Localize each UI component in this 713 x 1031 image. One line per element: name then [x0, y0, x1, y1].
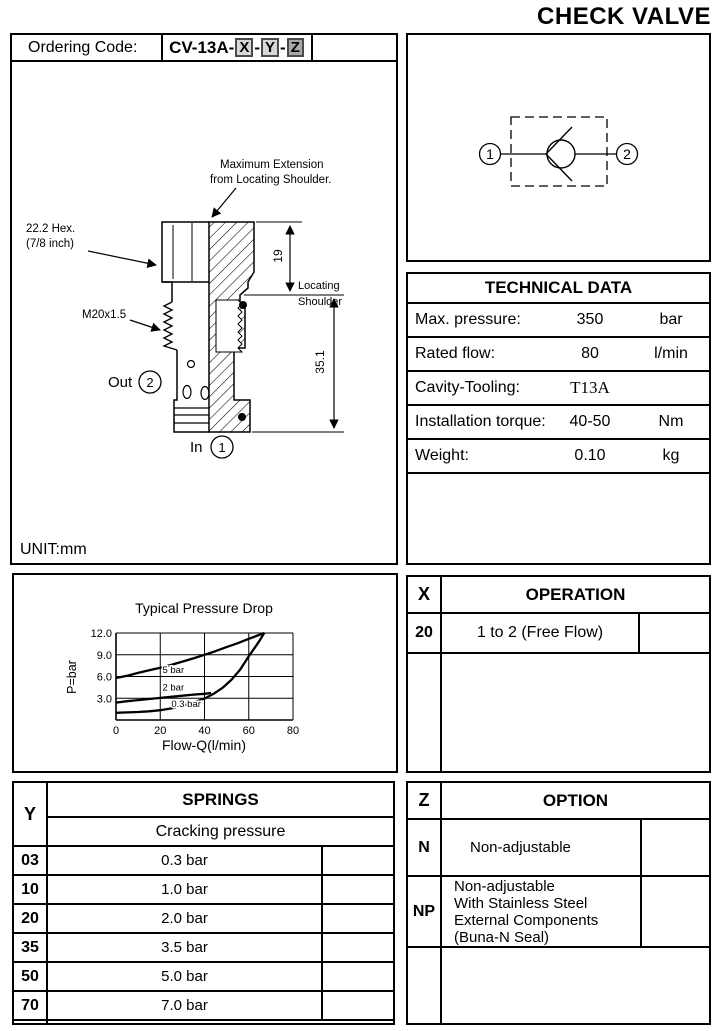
tech-value: T13A: [570, 378, 610, 397]
max-extension-label-line2: from Locating Shoulder.: [210, 174, 332, 186]
x-tick-label: 20: [154, 725, 167, 737]
page-title: CHECK VALVE: [537, 3, 711, 30]
operation-empty-body: [442, 654, 709, 771]
tech-unit: l/min: [654, 345, 688, 362]
table-row: [408, 338, 709, 372]
dim-35-1-value: 35.1: [313, 350, 327, 374]
option-table: [406, 781, 711, 1025]
y-tick-label: 12.0: [90, 628, 112, 640]
springs-empty-code-cell: [14, 1021, 48, 1023]
locating-shoulder-label-line2: Shoulder: [298, 296, 343, 308]
table-row: [14, 963, 393, 992]
option-code: N: [408, 820, 442, 875]
check-valve-symbol: [408, 35, 709, 260]
x-tick-label: 80: [286, 725, 300, 737]
series-label: 5 bar: [162, 665, 185, 677]
table-row: [408, 406, 709, 440]
option-desc-line: (Buna-N Seal): [454, 928, 550, 946]
y-tick-label: 6.0: [96, 671, 112, 684]
out-port-label: Out: [108, 374, 133, 391]
tech-label: Rated flow:: [415, 345, 496, 362]
table-row: [14, 992, 393, 1021]
valve-hole-right: [201, 387, 209, 400]
option-empty-cell: [642, 820, 709, 875]
max-extension-leader: [212, 188, 236, 217]
tech-unit: kg: [662, 447, 680, 464]
operation-header-row: [408, 577, 709, 614]
in-port-number: 1: [218, 440, 226, 455]
table-row: [408, 440, 709, 474]
table-row: [14, 905, 393, 934]
ordering-code-box: [10, 33, 398, 62]
spring-empty-cell: [323, 847, 393, 874]
series-label: 0.3 bar: [171, 698, 201, 710]
operation-empty-cell: [640, 614, 709, 652]
port1-number: 1: [486, 146, 494, 162]
y-tick-label: 3.0: [96, 693, 112, 706]
valve-hole-left: [183, 386, 191, 399]
spring-code: 03: [14, 847, 48, 874]
spring-value: 5.0 bar: [48, 963, 323, 990]
ordering-code-label: Ordering Code:: [12, 35, 163, 60]
tech-unit: Nm: [658, 413, 684, 430]
table-row: [408, 820, 709, 877]
spring-value: 2.0 bar: [48, 905, 323, 932]
y-tick-label: 9.0: [96, 649, 112, 662]
x-tick-label: 40: [198, 725, 211, 737]
chart-title: Typical Pressure Drop: [135, 600, 273, 616]
tech-value: 350: [576, 311, 604, 328]
dim-19-value: 19: [271, 249, 285, 263]
spring-code: 50: [14, 963, 48, 990]
springs-header: [14, 783, 393, 847]
option-empty-area: [408, 948, 709, 1023]
spring-empty-cell: [323, 992, 393, 1019]
x-tick-label: 60: [242, 725, 255, 737]
ordering-code-prefix: CV-13A-: [169, 37, 235, 57]
springs-empty-body: [48, 1021, 393, 1023]
tech-unit: bar: [659, 311, 683, 328]
operation-desc: 1 to 2 (Free Flow): [442, 614, 640, 652]
springs-subtitle: Cracking pressure: [155, 822, 286, 840]
valve-internal-thread: [216, 300, 242, 352]
hex-label-line2: (7/8 inch): [26, 238, 74, 250]
spring-code: 10: [14, 876, 48, 903]
option-code: NP: [408, 877, 442, 946]
operation-title: OPERATION: [525, 584, 626, 604]
valve-hex-head: [162, 222, 209, 282]
table-row: [408, 877, 709, 948]
tech-label: Max. pressure:: [415, 311, 521, 328]
tech-label: Cavity-Tooling:: [415, 379, 520, 396]
spring-empty-cell: [323, 934, 393, 961]
unit-note: UNIT:mm: [20, 541, 87, 558]
spring-code: 35: [14, 934, 48, 961]
valve-external-thread: [164, 302, 177, 350]
pressure-drop-chart: [14, 575, 396, 771]
spring-code: 20: [14, 905, 48, 932]
chart-ylabel: P=bar: [65, 660, 79, 694]
tech-value: 80: [581, 345, 599, 362]
table-row: [408, 614, 709, 654]
in-port-label: In: [190, 439, 203, 456]
spring-empty-cell: [323, 876, 393, 903]
ordering-empty-cell: [313, 35, 396, 60]
hex-leader: [88, 251, 156, 265]
valve-hole-small: [188, 361, 195, 368]
tech-value: 0.10: [574, 447, 606, 464]
series-curve-5-bar: [116, 633, 264, 678]
technical-data-table: [406, 272, 711, 565]
oring-seal-upper: [239, 301, 247, 309]
oring-seal-lower: [238, 413, 246, 421]
thread-leader: [130, 320, 160, 330]
valve-neck: [162, 282, 172, 302]
spring-value: 3.5 bar: [48, 934, 323, 961]
operation-empty-area: [408, 654, 709, 771]
operation-col-header: X: [408, 577, 442, 612]
symbol-ball: [547, 140, 575, 168]
series-label: 2 bar: [162, 682, 185, 694]
out-port-number: 2: [146, 375, 154, 390]
tech-label: Installation torque:: [415, 413, 546, 430]
option-desc-line: External Components: [454, 911, 599, 929]
springs-title: SPRINGS: [48, 783, 393, 818]
table-row: [14, 847, 393, 876]
spring-value: 1.0 bar: [48, 876, 323, 903]
table-row: [408, 304, 709, 338]
table-row: [14, 934, 393, 963]
tech-label: Weight:: [415, 447, 469, 464]
technical-data-title: TECHNICAL DATA: [408, 274, 709, 304]
option-col-header: Z: [408, 783, 442, 818]
table-row: [14, 876, 393, 905]
valve-cross-section-drawing: [12, 62, 396, 561]
table-row: [408, 372, 709, 406]
operation-code: 20: [408, 614, 442, 652]
option-desc: [442, 877, 642, 946]
option-empty-body: [442, 948, 709, 1023]
ordering-placeholder-x: X: [235, 38, 253, 57]
chart-xlabel: Flow-Q(l/min): [162, 737, 246, 753]
valve-drawing-box: [10, 62, 398, 565]
option-empty-cell: [642, 877, 709, 946]
locating-shoulder-label-line1: Locating: [298, 280, 340, 292]
tech-value: 40-50: [569, 413, 611, 430]
pressure-drop-chart-box: [12, 573, 398, 773]
option-header-row: [408, 783, 709, 820]
hydraulic-symbol-box: [406, 33, 711, 262]
option-empty-code-cell: [408, 948, 442, 1023]
thread-label: M20x1.5: [82, 309, 127, 321]
spring-code: 70: [14, 992, 48, 1019]
springs-col-header: Y: [14, 783, 48, 845]
hex-label-line1: 22.2 Hex.: [26, 223, 76, 235]
springs-empty-area: [14, 1021, 393, 1023]
spring-empty-cell: [323, 963, 393, 990]
option-title: OPTION: [542, 790, 609, 810]
option-desc: [442, 820, 642, 875]
spring-value: 7.0 bar: [48, 992, 323, 1019]
ordering-separator: -: [254, 37, 260, 57]
spring-value: 0.3 bar: [48, 847, 323, 874]
x-tick-label: 0: [112, 725, 120, 737]
ordering-placeholder-z: Z: [287, 38, 304, 57]
option-desc-line: Non-adjustable: [454, 877, 555, 895]
option-desc-line: Non-adjustable: [470, 839, 571, 856]
spring-empty-cell: [323, 905, 393, 932]
option-desc-line: With Stainless Steel: [454, 894, 588, 912]
max-extension-label-line1: Maximum Extension: [220, 159, 324, 171]
springs-table: [12, 781, 395, 1025]
operation-table: [406, 575, 711, 773]
port2-number: 2: [623, 146, 631, 162]
ordering-placeholder-y: Y: [261, 38, 279, 57]
ordering-separator: -: [280, 37, 286, 57]
ordering-code-value: [163, 35, 313, 60]
operation-empty-code-cell: [408, 654, 442, 771]
